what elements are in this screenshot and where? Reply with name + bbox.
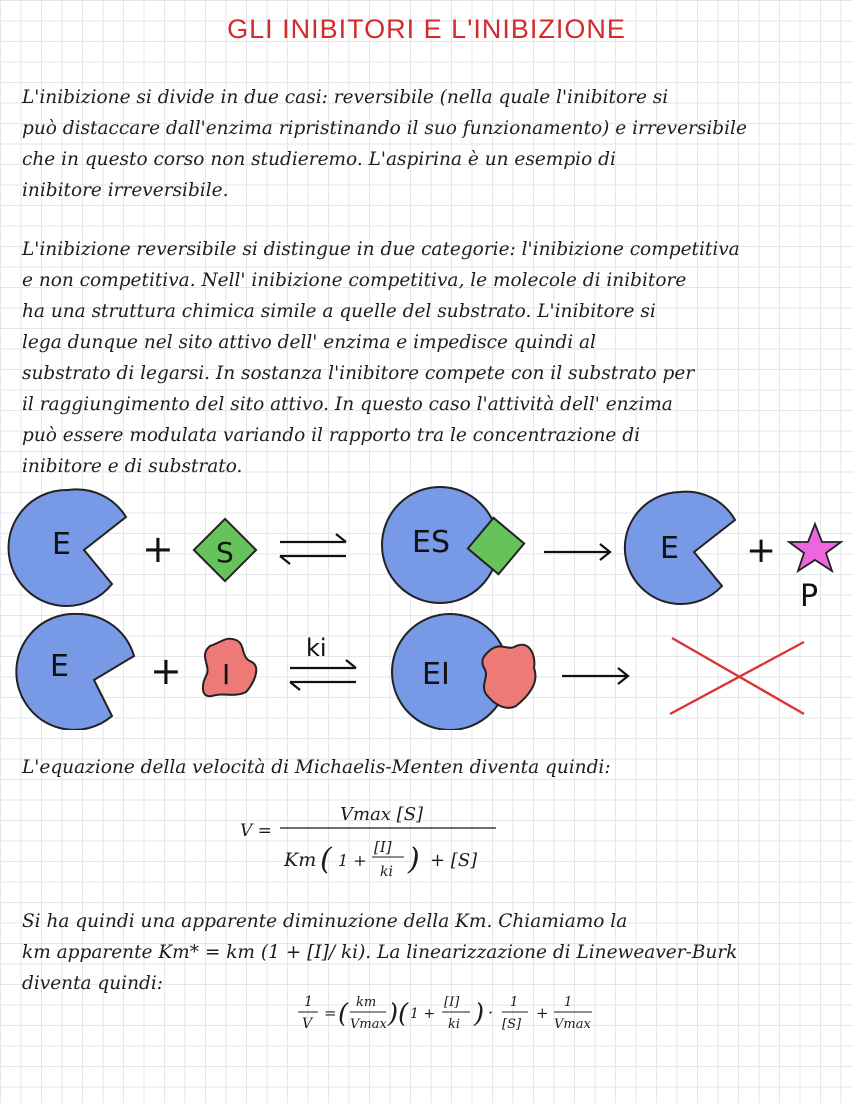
reaction-arrow [544, 544, 610, 560]
eq-den-open: ( [320, 842, 332, 877]
lb-f4-den: Vmax [554, 1017, 591, 1032]
text-line: km apparente Km* = km (1 + [I]/ ki). La linearizzazione di Lineweaver-Burk [22, 942, 738, 963]
michaelis-menten-equation [232, 794, 532, 886]
eq-numerator: Vmax [S] [340, 804, 424, 825]
equation-intro: L'equazione della velocità di Michaelis-Menten diventa quindi: [22, 757, 611, 778]
plus-sign: + [746, 530, 777, 571]
lineweaver-burk-equation [292, 984, 622, 1044]
enzyme-shape [16, 614, 134, 730]
text-line: L'inibizione si divide in due casi: reversibile (nella quale l'inibitore si [22, 87, 669, 108]
eq-den-close: ) [408, 842, 420, 877]
text-line: inibitore irreversibile. [22, 180, 229, 201]
page-title: GLI INIBITORI E L'INIBIZIONE [227, 14, 626, 44]
product-label: P [800, 579, 819, 614]
lb-f1-den: Vmax [350, 1017, 387, 1032]
lb-f2-den: ki [448, 1017, 461, 1032]
lb-lhs-num: 1 [304, 994, 313, 1010]
enzyme-label: E [50, 649, 69, 684]
eq-den-frac-num: [I] [374, 838, 392, 856]
eq-den-one-plus: 1 + [338, 851, 367, 870]
eq-den-km: Km [284, 849, 317, 871]
ki-label: ki [306, 634, 327, 662]
product-star-icon [789, 524, 841, 571]
text-line: lega dunque nel sito attivo dell' enzima e impedisce quindi al [22, 332, 596, 353]
eq-lhs: V = [240, 821, 272, 841]
paren-close: ) [474, 999, 485, 1029]
paragraph-reversible-irreversible [22, 82, 840, 206]
lb-dot: · [488, 1003, 494, 1022]
text-line: ha una struttura chimica simile a quelle del substrato. L'inibitore si [22, 301, 656, 322]
lb-f3-num: 1 [510, 995, 519, 1010]
inhibitor-label: I [222, 658, 231, 691]
text-line: e non competitiva. Nell' inibizione competitiva, le molecole di inibitore [22, 270, 687, 291]
paren-open: ( [338, 999, 349, 1029]
text-line: Si ha quindi una apparente diminuzione della Km. Chiamiamo la [22, 911, 628, 932]
lb-f3-den: [S] [502, 1017, 522, 1032]
enzyme-label: E [660, 531, 679, 566]
enzyme-label: E [52, 527, 71, 562]
text-line: diventa quindi: [22, 973, 163, 994]
text-line: può distaccare dall'enzima ripristinando il suo funzionamento) e irreversibile [22, 118, 747, 139]
lb-f2-num: [I] [444, 995, 460, 1010]
text-line: che in questo corso non studieremo. L'aspirina è un esempio di [22, 149, 616, 170]
equilibrium-arrow [290, 660, 356, 690]
no-reaction-cross-icon [670, 638, 804, 714]
text-line: inibitore e di substrato. [22, 456, 243, 477]
eq-den-frac-den: ki [380, 864, 393, 880]
reaction-arrow [562, 668, 628, 684]
paragraph-competitive-inhibition [22, 234, 840, 482]
plus-sign: + [142, 527, 174, 571]
eq-den-plus-s: + [S] [430, 850, 478, 871]
ei-complex-inhibitor [482, 645, 535, 708]
text-line: può essere modulata variando il rapporto tra le concentrazione di [22, 425, 640, 446]
enzyme-inhibition-diagram [0, 480, 853, 730]
enzyme-shape [625, 492, 735, 604]
paren-close: ) [388, 999, 399, 1029]
lb-lhs-den: V [302, 1016, 313, 1032]
plus-sign: + [150, 649, 182, 693]
lb-eq: = [324, 1004, 337, 1022]
lb-f4-num: 1 [564, 995, 573, 1010]
equilibrium-arrow [280, 534, 346, 564]
paren-open: ( [398, 999, 409, 1029]
lb-plus: + [536, 1004, 549, 1022]
text-line: L'inibizione reversibile si distingue in due categorie: l'inibizione competitiva [22, 239, 740, 260]
lb-one-plus: 1 + [410, 1006, 436, 1022]
ei-complex-label: EI [422, 657, 450, 692]
text-line: il raggiungimento del sito attivo. In questo caso l'attività dell' enzima [22, 394, 673, 415]
es-complex-label: ES [412, 525, 450, 560]
substrate-label: S [216, 536, 234, 569]
text-line: substrato di legarsi. In sostanza l'inibitore compete con il substrato per [22, 363, 695, 384]
lb-f1-num: km [356, 995, 377, 1010]
